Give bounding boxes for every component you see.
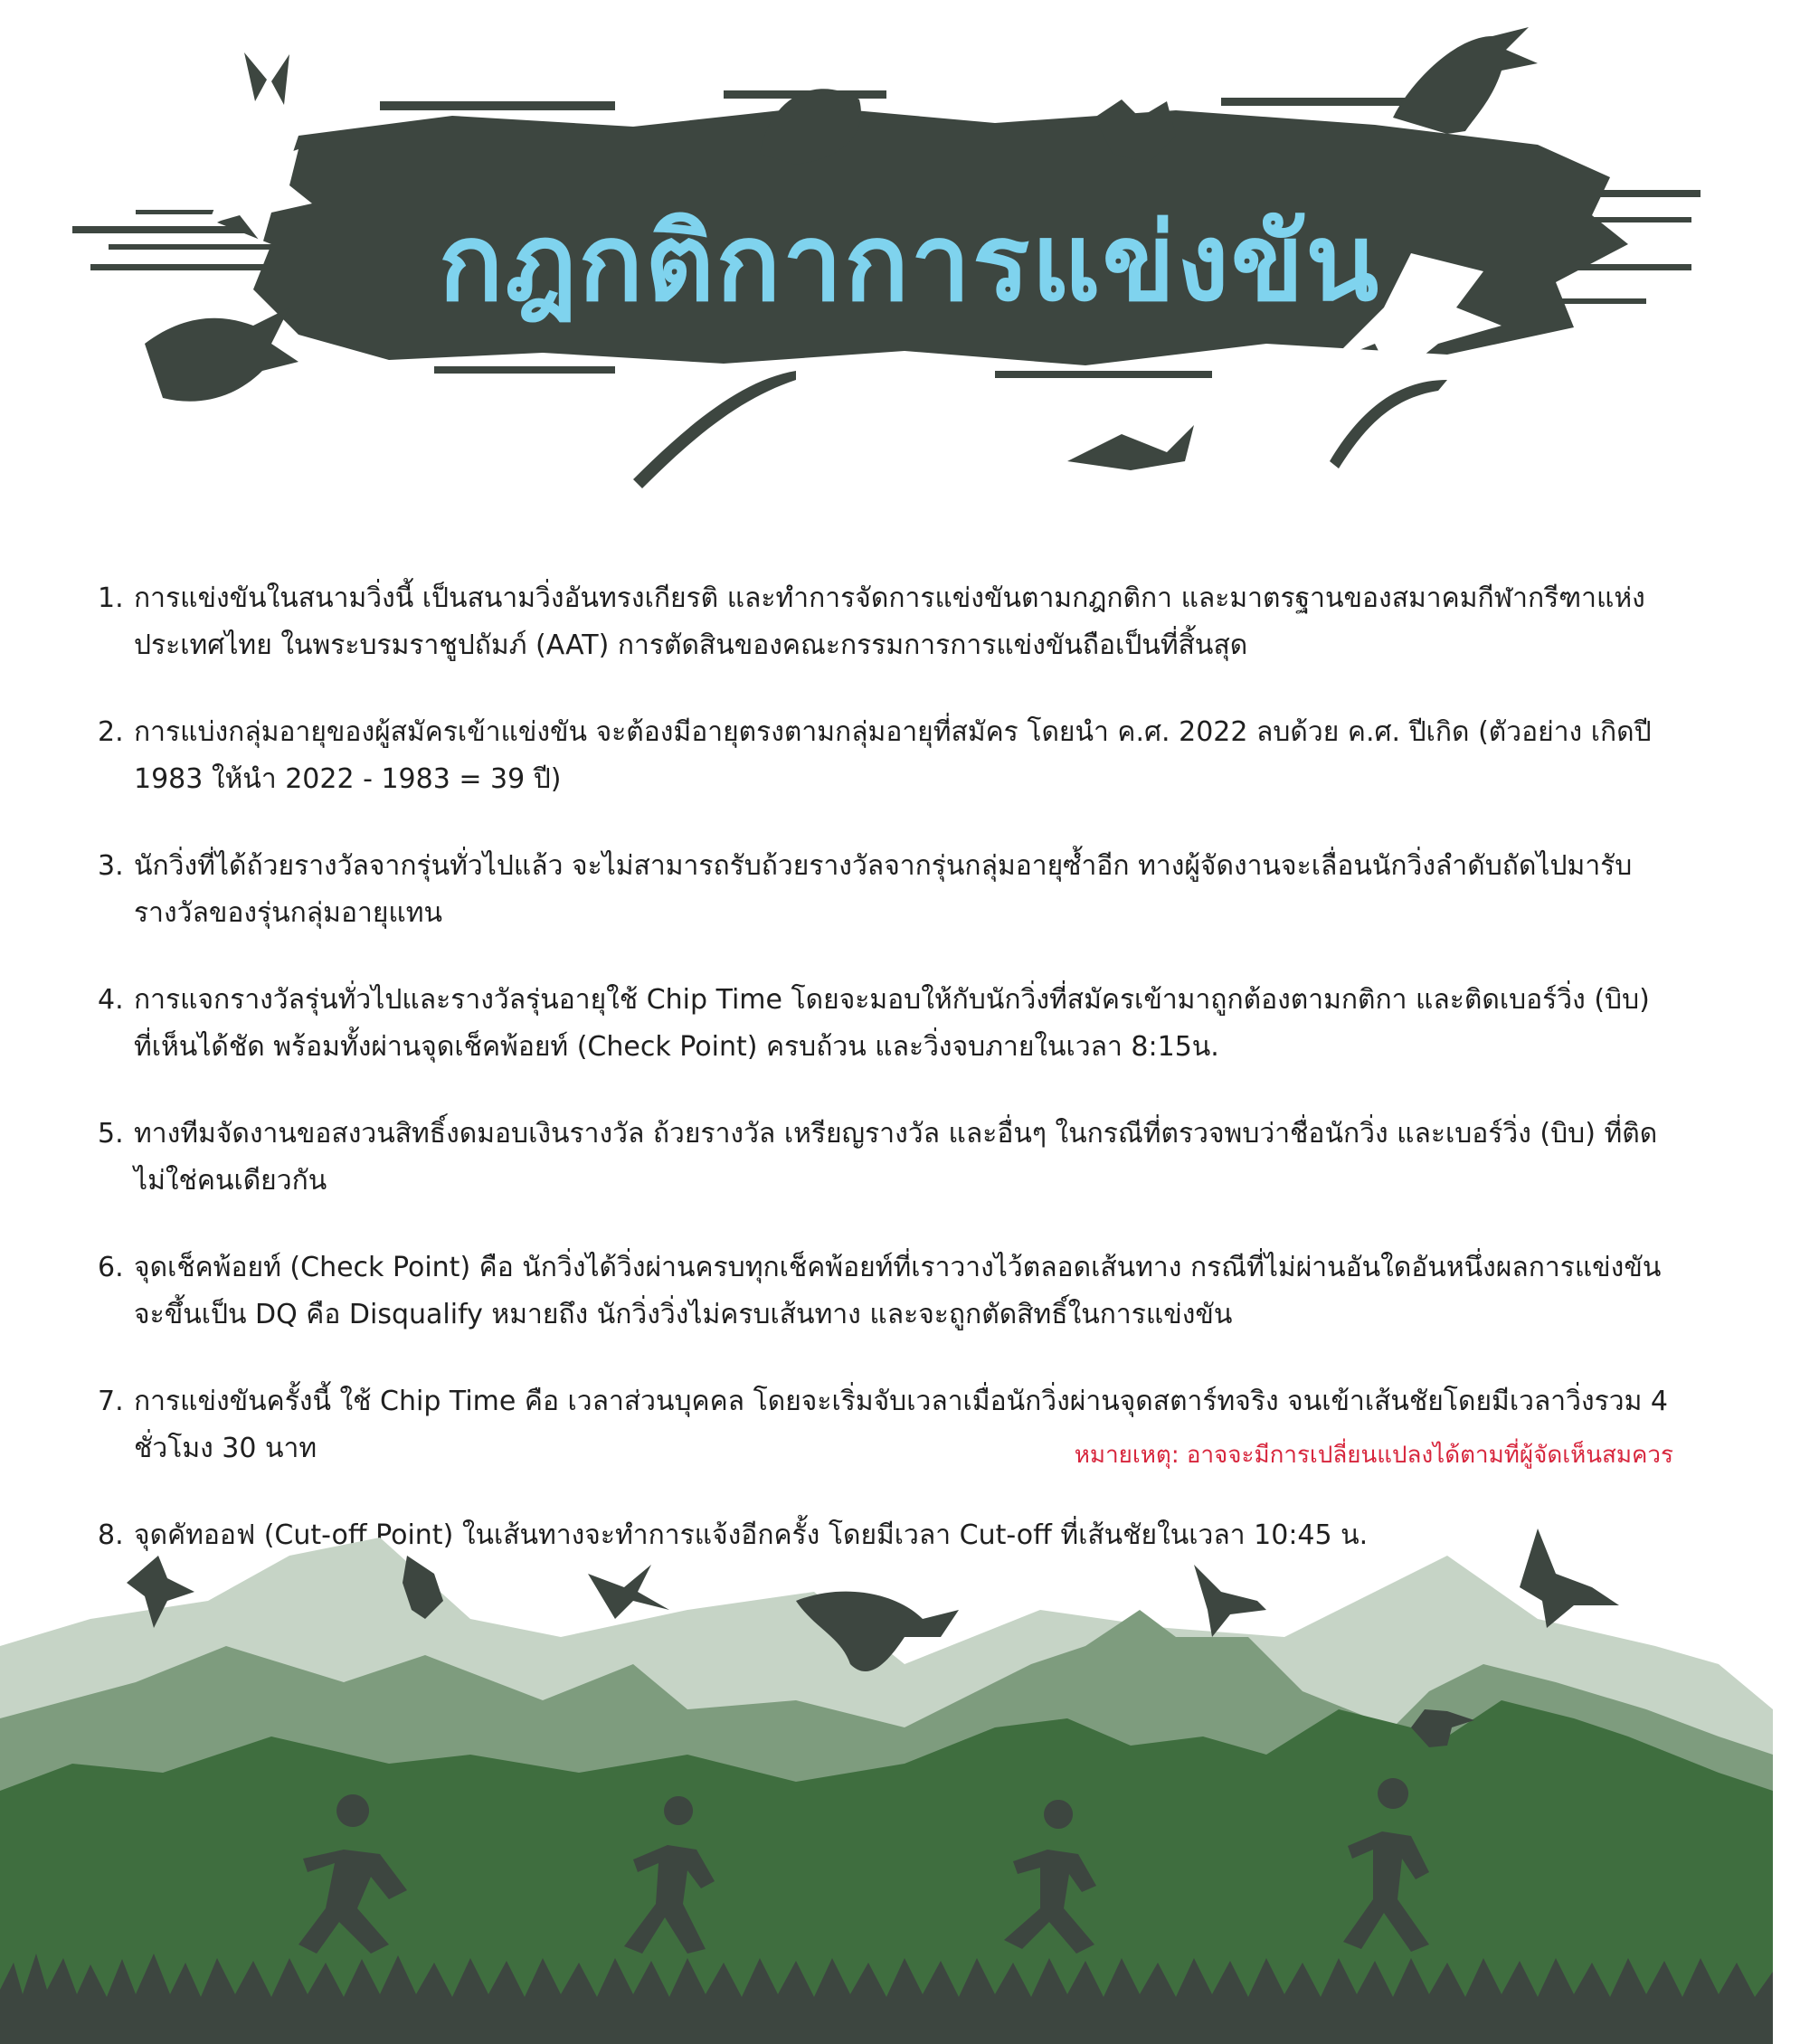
rule-item bbox=[98, 709, 1672, 803]
butterfly-icon bbox=[244, 52, 289, 118]
rule-text: นักวิ่งที่ได้ถ้วยรางวัลจากรุ่นทั่วไปแล้ว จะไม่สามารถรับถ้วยรางวัลจากรุ่นกลุ่มอายุซ้ำอีก ทางผู้จัดงานจะเลื่อนนักวิ่งลำดับถัดไปมารับรางวัลของรุ่นกลุ่มอายุแทน bbox=[134, 850, 1633, 929]
rule-text: จุดคัทออฟ (Cut-off Point) ในเส้นทางจะทำการแจ้งอีกครั้ง โดยมีเวลา Cut-off ที่เส้นชัยในเวลา 10:45 น. bbox=[134, 1519, 1369, 1551]
owl-icon bbox=[307, 360, 358, 425]
rule-text: การแข่งขันในสนามวิ่งนี้ เป็นสนามวิ่งอันทรงเกียรติ และทำการจัดการแข่งขันตามกฎกติกา และมาตรฐานของสมาคมกีฬากรีฑาแห่งประเทศไทย ในพระบรมราชูปถัมภ์ (AAT) การตัดสินของคณะกรรมการการแข่งขันถือเป็นที่สิ้นสุด bbox=[134, 582, 1645, 661]
rule-item bbox=[98, 977, 1672, 1071]
rule-number: 3. bbox=[98, 850, 124, 882]
rule-number: 6. bbox=[98, 1252, 124, 1283]
rule-number: 8. bbox=[98, 1519, 124, 1551]
swallow-icon bbox=[588, 1565, 669, 1619]
rule-item bbox=[98, 1111, 1672, 1205]
rule-text: การแข่งขันครั้งนี้ ใช้ Chip Time คือ เวลาส่วนบุคคล โดยจะเริ่มจับเวลาเมื่อนักวิ่งผ่านจุดสตาร์ทจริง จนเข้าเส้นชัยโดยมีเวลาวิ่งรวม 4 ชั่วโมง 30 นาท bbox=[134, 1386, 1668, 1464]
rule-text: การแจกรางวัลรุ่นทั่วไปและรางวัลรุ่นอายุใช้ Chip Time โดยจะมอบให้กับนักวิ่งที่สมัครเข้ามาถูกต้องตามกติกา และติดเบอร์วิ่ง (บิบ) ที่เห็นได้ชัด พร้อมทั้งผ่านจุดเช็คพ้อยท์ (Check Point) ครบถ้วน และวิ่งจบภายในเวลา 8:15น. bbox=[134, 984, 1650, 1063]
rule-item bbox=[98, 843, 1672, 937]
rule-item bbox=[98, 575, 1672, 669]
rule-number: 5. bbox=[98, 1118, 124, 1150]
rule-number: 2. bbox=[98, 716, 124, 748]
rule-number: 7. bbox=[98, 1386, 124, 1417]
rule-text: จุดเช็คพ้อยท์ (Check Point) คือ นักวิ่งได้วิ่งผ่านครบทุกเช็คพ้อยท์ที่เราวางไว้ตลอดเส้นทาง กรณีที่ไม่ผ่านอันใดอันหนึ่งผลการแข่งขันจะขึ้นเป็น DQ คือ Disqualify หมายถึง นักวิ่งวิ่งไม่ครบเส้นทาง และจะถูกตัดสิทธิ์ในการแข่งขัน bbox=[134, 1252, 1662, 1330]
fern-icon bbox=[633, 371, 796, 488]
page-title: กฎกติกาการแข่งขัน bbox=[438, 200, 1381, 325]
rule-number: 1. bbox=[98, 582, 124, 614]
rule-text: การแบ่งกลุ่มอายุของผู้สมัครเข้าแข่งขัน จะต้องมีอายุตรงตามกลุ่มอายุที่สมัคร โดยนำ ค.ศ. 2022 ลบด้วย ค.ศ. ปีเกิด (ตัวอย่าง เกิดปี 1983 ให้นำ 2022 - 1983 = 39 ปี) bbox=[134, 716, 1652, 795]
palm-leaf-icon bbox=[1330, 380, 1447, 468]
kingfisher-icon bbox=[1393, 27, 1538, 134]
bird-icon bbox=[1520, 1528, 1619, 1628]
rule-item bbox=[98, 1244, 1672, 1339]
rule-number: 4. bbox=[98, 984, 124, 1016]
footer-landscape bbox=[0, 1501, 1819, 2044]
swallow-icon bbox=[1067, 425, 1194, 470]
hummingbird-icon bbox=[1194, 1565, 1266, 1637]
rule-text: ทางทีมจัดงานขอสงวนสิทธิ์งดมอบเงินรางวัล ถ้วยรางวัล เหรียญรางวัล และอื่นๆ ในกรณีที่ตรวจพบว่าชื่อนักวิ่ง และเบอร์วิ่ง (บิบ) ที่ติด ไม่ใช่คนเดียวกัน bbox=[134, 1118, 1658, 1197]
footnote: หมายเหตุ: อาจจะมีการเปลี่ยนแปลงได้ตามที่ผู้จัดเห็นสมควร bbox=[1074, 1442, 1673, 1469]
